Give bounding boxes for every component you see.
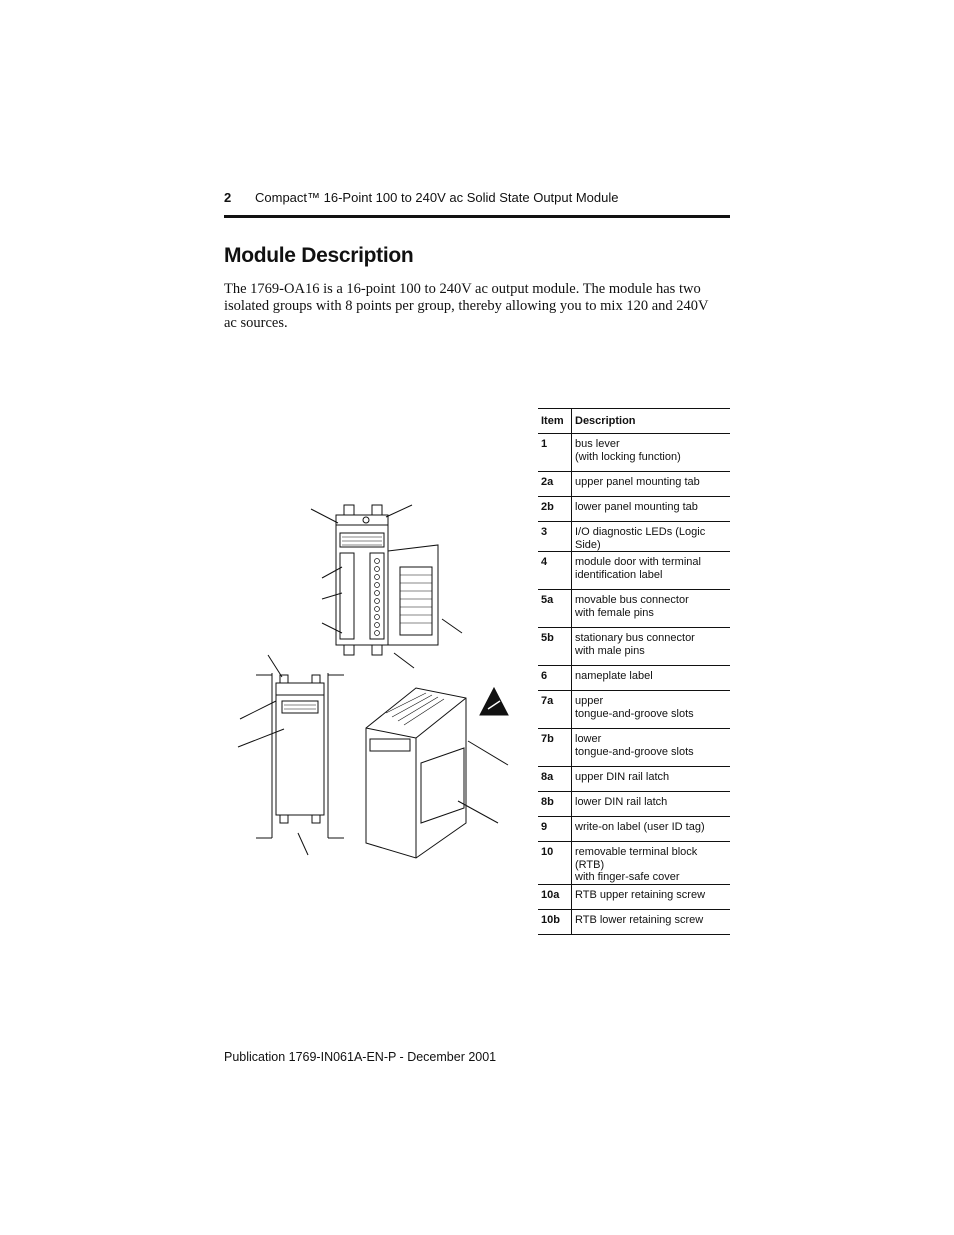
table-row <box>538 792 730 817</box>
item-id: 10a <box>538 884 572 909</box>
table-row <box>538 691 730 729</box>
page-number: 2 <box>224 190 232 205</box>
item-id: 6 <box>538 666 572 691</box>
header-rule <box>224 215 730 218</box>
item-id: 8a <box>538 767 572 792</box>
item-id: 9 <box>538 817 572 842</box>
table-row <box>538 909 730 934</box>
item-id: 5a <box>538 590 572 628</box>
item-id: 5b <box>538 628 572 666</box>
item-id: 10b <box>538 909 572 934</box>
item-description: lower panel mounting tab <box>572 497 731 522</box>
item-id: 1 <box>538 434 572 472</box>
item-id: 4 <box>538 552 572 590</box>
table-row <box>538 817 730 842</box>
item-description: upper DIN rail latch <box>572 767 731 792</box>
item-id: 8b <box>538 792 572 817</box>
table-header-description: Description <box>572 409 731 434</box>
item-id: 2b <box>538 497 572 522</box>
item-description: RTB lower retaining screw <box>572 909 731 934</box>
item-description: stationary bus connector with male pins <box>572 628 731 666</box>
table-row <box>538 497 730 522</box>
item-id: 7a <box>538 691 572 729</box>
table-row <box>538 884 730 909</box>
item-description: lower tongue-and-groove slots <box>572 729 731 767</box>
table-row <box>538 729 730 767</box>
item-description: bus lever (with locking function) <box>572 434 731 472</box>
item-id: 3 <box>538 522 572 552</box>
item-description: movable bus connector with female pins <box>572 590 731 628</box>
table-row <box>538 522 730 552</box>
item-description: removable terminal block (RTB) with finger-safe cover <box>572 842 731 885</box>
table-row <box>538 434 730 472</box>
table-row <box>538 666 730 691</box>
esd-warning-icon <box>480 688 508 715</box>
item-description: I/O diagnostic LEDs (Logic Side) <box>572 522 731 552</box>
module-illustration <box>236 483 516 863</box>
table-row <box>538 767 730 792</box>
table-row <box>538 472 730 497</box>
item-description: nameplate label <box>572 666 731 691</box>
table-header-item: Item <box>538 409 572 434</box>
table-row <box>538 628 730 666</box>
document-title: Compact™ 16-Point 100 to 240V ac Solid State Output Module <box>255 190 619 205</box>
module-front-view <box>311 505 462 668</box>
item-description: RTB upper retaining screw <box>572 884 731 909</box>
item-description: upper panel mounting tab <box>572 472 731 497</box>
module-side-view <box>238 655 344 855</box>
item-description: upper tongue-and-groove slots <box>572 691 731 729</box>
table-row <box>538 552 730 590</box>
intro-paragraph: The 1769-OA16 is a 16-point 100 to 240V ac output module. The module has two isolated groups with 8 points per group, thereby allowing you to mix 120 and 240V ac sources. <box>224 281 709 331</box>
table-row <box>538 842 730 885</box>
item-id: 7b <box>538 729 572 767</box>
item-id: 10 <box>538 842 572 885</box>
item-description: module door with terminal identification label <box>572 552 731 590</box>
page-header <box>224 190 730 205</box>
section-heading: Module Description <box>224 244 414 267</box>
item-description: write-on label (user ID tag) <box>572 817 731 842</box>
publication-footer: Publication 1769-IN061A-EN-P - December 2001 <box>224 1050 497 1064</box>
item-description-table <box>538 408 730 935</box>
item-description: lower DIN rail latch <box>572 792 731 817</box>
item-id: 2a <box>538 472 572 497</box>
table-row <box>538 590 730 628</box>
